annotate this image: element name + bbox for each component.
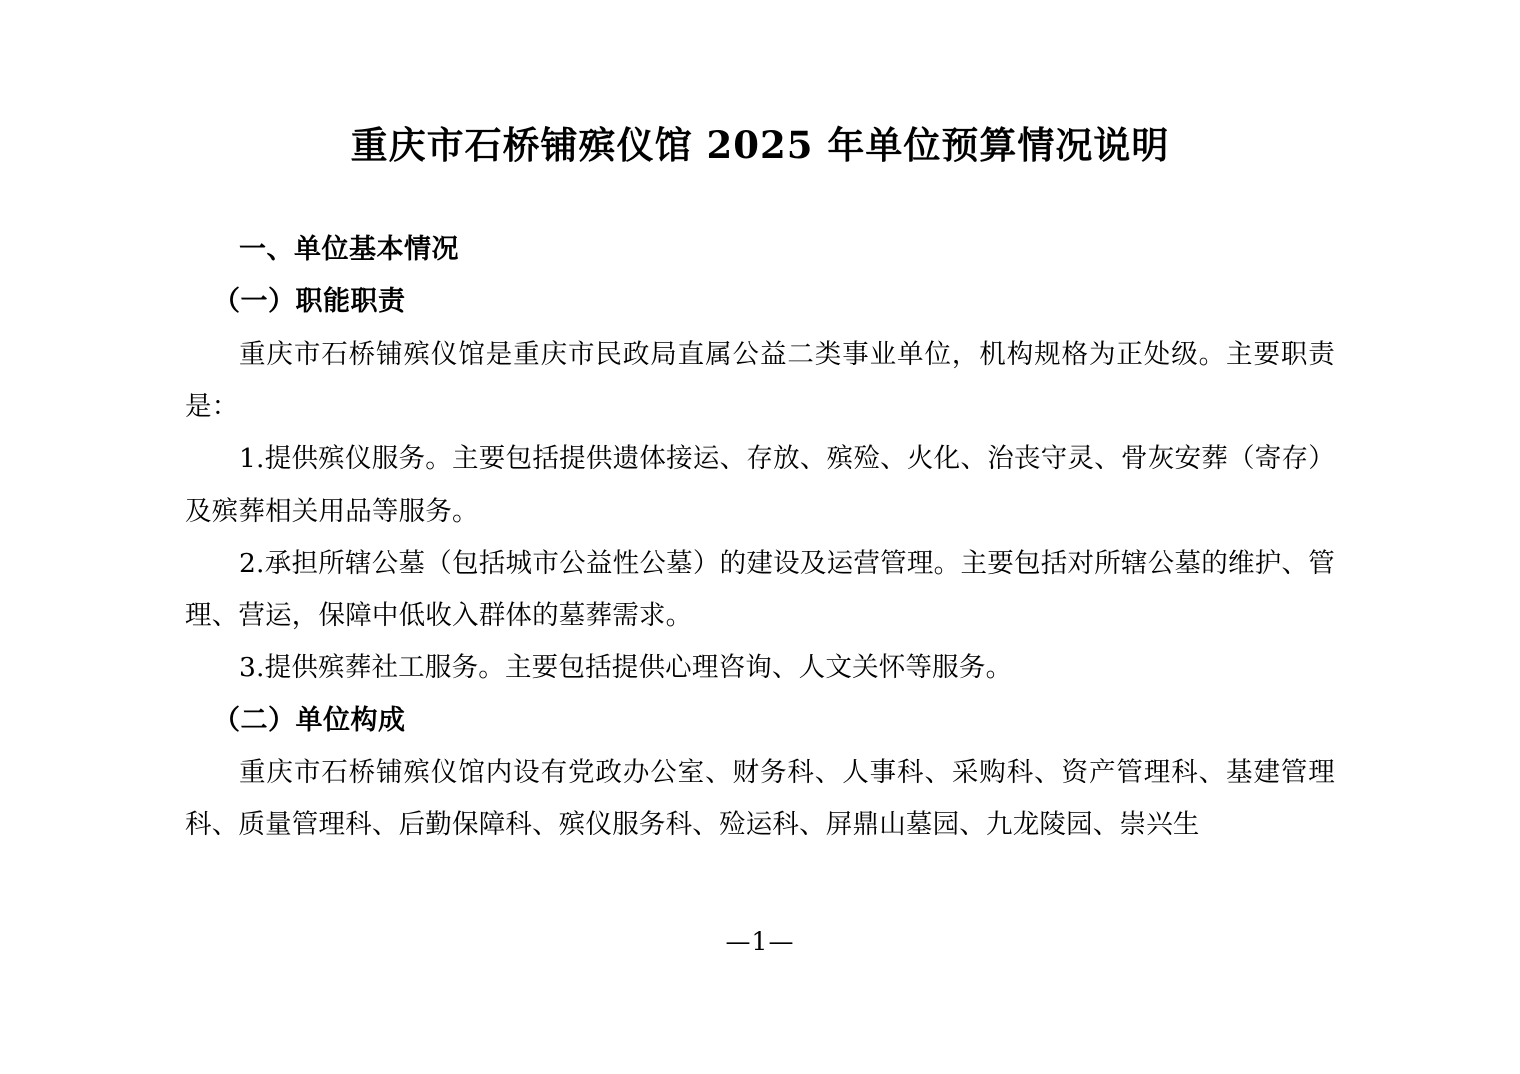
paragraph-duty-3: 3.提供殡葬社工服务。主要包括提供心理咨询、人文关怀等服务。 <box>239 652 1013 684</box>
page-number: —1— <box>725 927 795 956</box>
section-heading-unit-basics: 一、单位基本情况 <box>239 233 459 265</box>
paragraph-duty-1: 1.提供殡仪服务。主要包括提供遗体接运、存放、殡殓、火化、治丧守灵、骨灰安葬（寄存）及殡葬相关用品等服务。 <box>185 443 1335 527</box>
paragraph-org-overview: 重庆市石桥铺殡仪馆是重庆市民政局直属公益二类事业单位，机构规格为正处级。主要职责是： <box>185 339 1335 423</box>
paragraph-duty-2: 2.承担所辖公墓（包括城市公益性公墓）的建设及运营管理。主要包括对所辖公墓的维护、管理、营运，保障中低收入群体的墓葬需求。 <box>185 547 1335 632</box>
subsection-heading-duties: （一）职能职责 <box>213 286 406 318</box>
subsection-heading-composition: （二）单位构成 <box>213 704 406 736</box>
paragraph-composition: 重庆市石桥铺殡仪馆内设有党政办公室、财务科、人事科、采购科、资产管理科、基建管理科、质量管理科、后勤保障科、殡仪服务科、殓运科、屏鼎山墓园、九龙陵园、崇兴生 <box>185 757 1335 841</box>
page-title: 重庆市石桥铺殡仪馆 2025 年单位预算情况说明 <box>350 123 1170 167</box>
